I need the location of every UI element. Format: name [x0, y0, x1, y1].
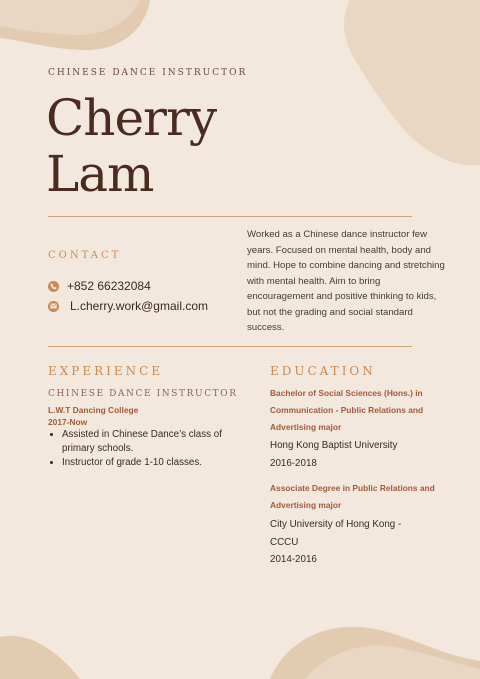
decorative-blob-bottom-right [250, 619, 480, 679]
experience-duties [48, 428, 252, 470]
education-years: 2016-2018 [270, 457, 317, 469]
contact-email-row [48, 299, 208, 313]
list-item: • Instructor of grade 1-10 classes. [62, 456, 252, 470]
experience-heading: EXPERIENCE [48, 364, 164, 378]
phone-icon [48, 281, 59, 292]
mail-icon [48, 301, 59, 312]
last-name: Lam [46, 145, 154, 203]
decorative-blob-top-left [0, 0, 160, 60]
job-title: CHINESE DANCE INSTRUCTOR [48, 68, 248, 78]
experience-role: CHINESE DANCE INSTRUCTOR [48, 389, 238, 399]
education-entry [270, 480, 440, 569]
education-years: 2014-2016 [270, 554, 317, 565]
phone-number: +852 66232084 [67, 279, 151, 293]
contact-heading: CONTACT [48, 250, 122, 261]
decorative-blob-bottom-left [0, 629, 90, 679]
first-name: Cherry [46, 89, 217, 147]
divider-middle [48, 346, 412, 347]
contact-phone-row [48, 279, 151, 293]
education-degree: Bachelor of Social Sciences (Hons.) in Communication - Public Relations and Advertising major [270, 388, 424, 432]
education-heading: EDUCATION [270, 364, 376, 378]
education-degree: Associate Degree in Public Relations and Advertising major [270, 483, 435, 510]
education-entry [270, 385, 440, 472]
divider-top [48, 216, 412, 217]
about-summary: Worked as a Chinese dance instructor few years. Focused on mental health, body and mind. Hope to combine dancing and stretching with mental health. Aim to bring encouragement and positive thinking to kids, but not the grading and social standard success. [247, 229, 445, 333]
list-item: • Assisted in Chinese Dance’s class of primary schools. [62, 428, 252, 456]
education-school: City University of Hong Kong - CCCU [270, 519, 402, 548]
person-name [46, 90, 216, 202]
experience-company: L.W.T Dancing College [48, 405, 139, 415]
decorative-blob-top-right [340, 0, 480, 170]
education-school: Hong Kong Baptist University [270, 440, 398, 451]
experience-period: 2017-Now [48, 417, 88, 427]
email-address[interactable]: L.cherry.work@gmail.com [70, 299, 208, 313]
